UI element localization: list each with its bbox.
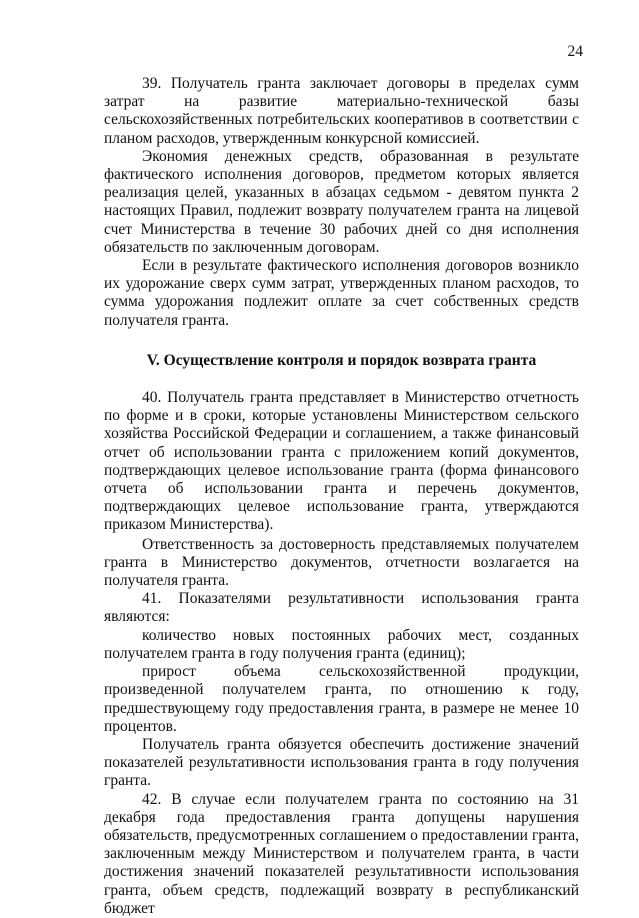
- paragraph-savings: Экономия денежных средств, образованная в результате фактического исполнения договоров, предметом которых является реализация целей, указанных в абзацах седьмом - девятом пункта 2 настоящих Правил, подлежит возврату получателем гранта на лицевой счет Министерства в течение 30 рабочих дней со дня исполнения обязательств по заключенным договорам.: [104, 147, 579, 256]
- paragraph-cost-increase: Если в результате фактического исполнения договоров возникло их удорожание сверх сумм затрат, утвержденных планом расходов, то сумма удорожания подлежит оплате за счет собственных средств получателя гранта.: [104, 257, 579, 329]
- paragraph-production-growth: прирост объема сельскохозяйственной продукции, произведенной получателем гранта, по отношению к году, предшествующему году предоставления гранта, в размере не менее 10 процентов.: [104, 663, 579, 735]
- paragraph-39: 39. Получатель гранта заключает договоры в пределах сумм затрат на развитие материально-технической базы сельскохозяйственных потребительских кооперативов в соответствии с планом расходов, утвержденным конкурсной комиссией.: [104, 75, 579, 147]
- page-number: 24: [567, 43, 583, 60]
- paragraph-jobs: количество новых постоянных рабочих мест, созданных получателем гранта в году получения гранта (единиц);: [104, 626, 579, 662]
- paragraph-41: 41. Показателями результативности использования гранта являются:: [104, 590, 579, 626]
- document-body: [104, 75, 579, 918]
- paragraph-40: 40. Получатель гранта представляет в Министерство отчетность по форме и в сроки, которые установлены Министерством сельского хозяйства Российской Федерации и соглашением, а также финансовый отчет об использовании гранта с приложением копий документов, подтверждающих целевое использование гранта (форма финансового отчета об использовании гранта и перечень документов, подтверждающих целевое использование гранта, утверждаются приказом Министерства).: [104, 389, 579, 534]
- paragraph-obligation: Получатель гранта обязуется обеспечить достижение значений показателей результативности использования гранта в году получения гранта.: [104, 735, 579, 790]
- paragraph-42: 42. В случае если получателем гранта по состоянию на 31 декабря года предоставления гранта допущены нарушения обязательств, предусмотренных соглашением о предоставлении гранта, заключенным между Министерством и получателем гранта, в части достижения значений показателей результативности использования гранта, объем средств, подлежащий возврату в республиканский бюджет: [104, 790, 579, 917]
- paragraph-responsibility: Ответственность за достоверность представляемых получателем гранта в Министерство документов, отчетности возлагается на получателя гранта.: [104, 535, 579, 590]
- section-heading: V. Осуществление контроля и порядок возврата гранта: [146, 351, 537, 369]
